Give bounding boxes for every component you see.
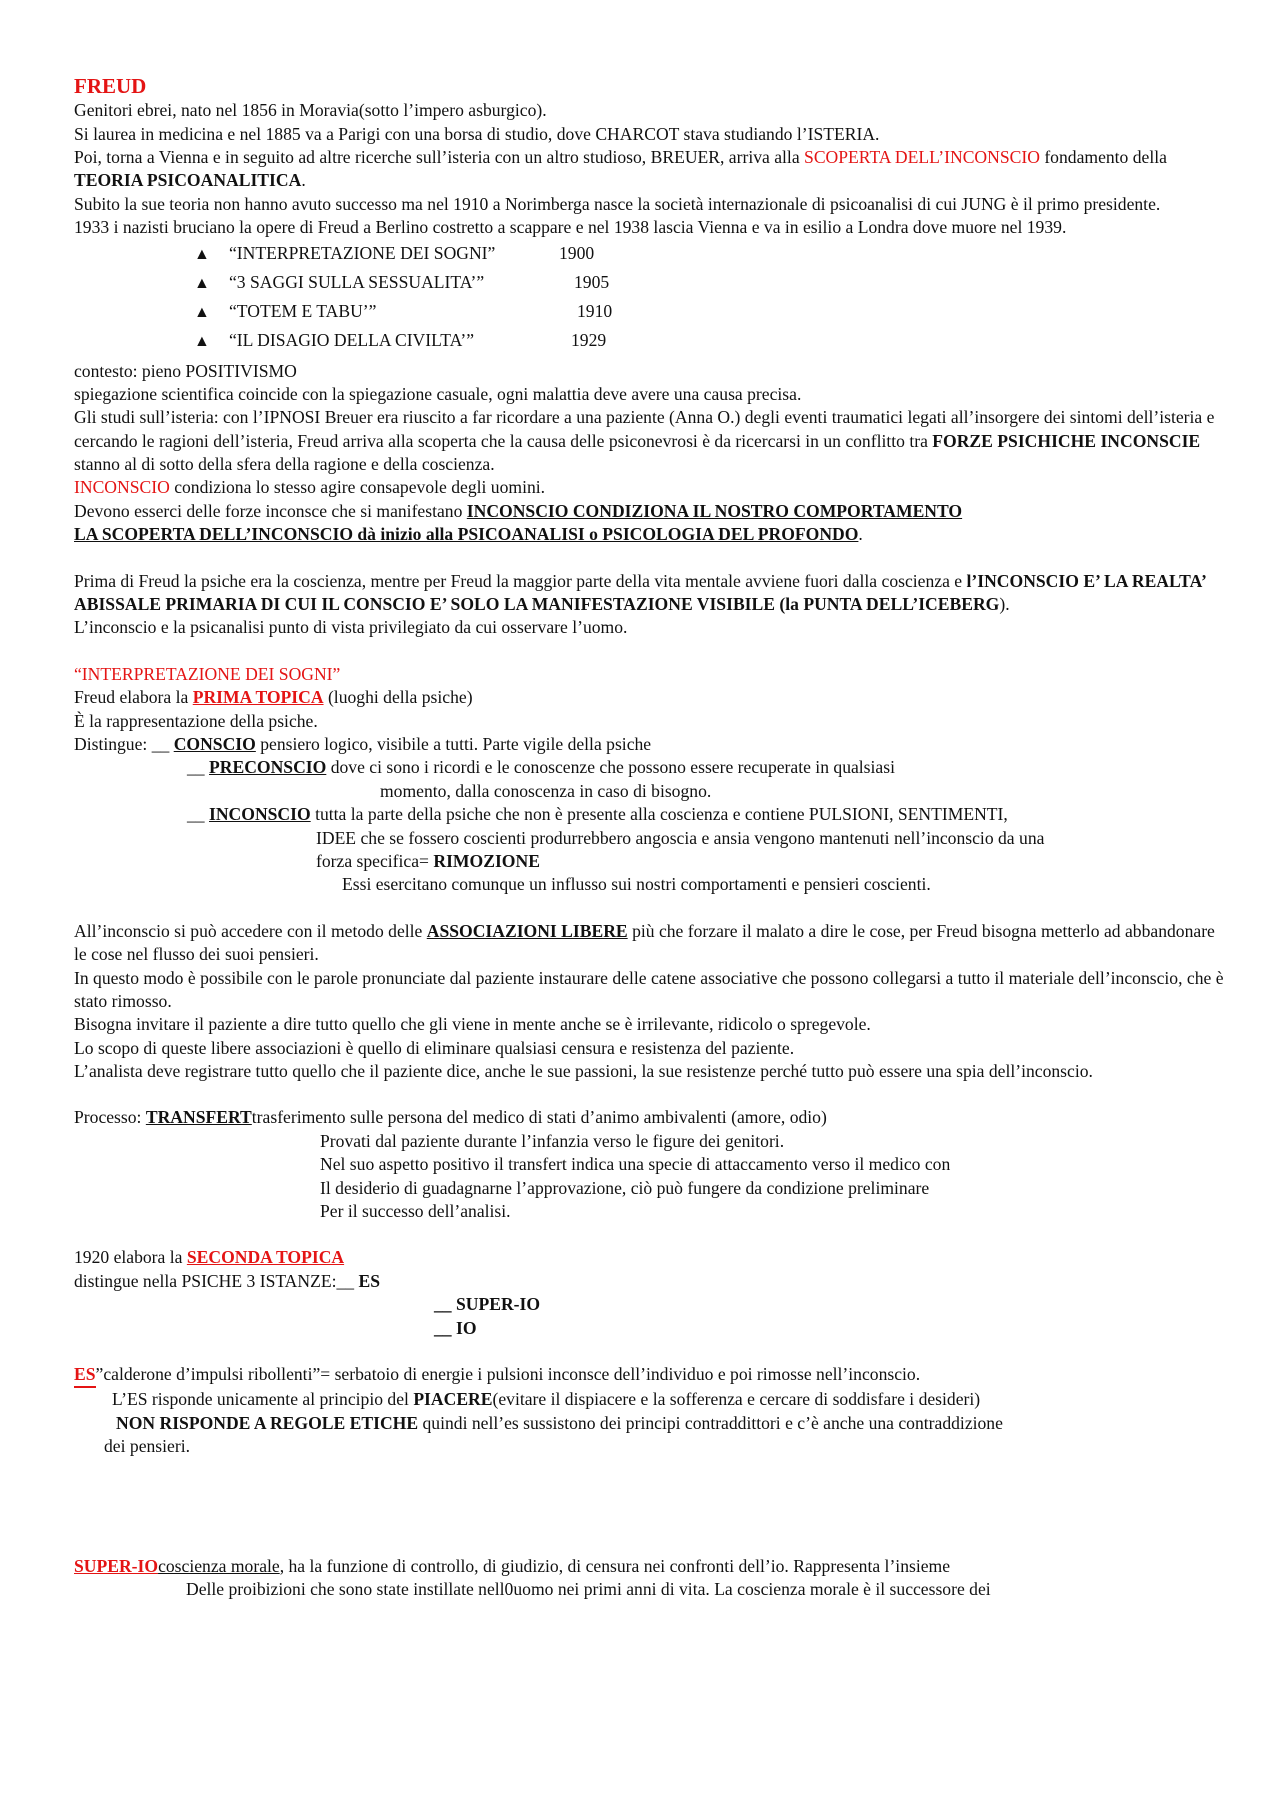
text: distingue nella PSICHE 3 ISTANZE:__ <box>74 1270 359 1291</box>
text: Devono esserci delle forze inconsce che si manifestano <box>74 500 467 521</box>
paragraph <box>74 406 1224 476</box>
document-page <box>74 74 1224 1601</box>
paragraph <box>74 780 1224 803</box>
spacer <box>74 897 1224 920</box>
text: Nel suo aspetto positivo il transfert indica una specie di attaccamento verso il medico con <box>320 1154 951 1175</box>
term-rimozione: RIMOZIONE <box>433 850 540 871</box>
text: Per il successo dell’analisi. <box>320 1201 511 1222</box>
spacer <box>74 640 1224 663</box>
term-preconscio: PRECONSCIO <box>209 757 327 778</box>
highlight-seconda-topica: SECONDA TOPICA <box>186 1247 345 1268</box>
text: stanno al di sotto della sfera della ragione e della coscienza. <box>74 454 495 475</box>
paragraph <box>74 360 1224 383</box>
list-item <box>194 271 1224 300</box>
paragraph <box>74 1555 1224 1578</box>
text: Processo: <box>74 1107 146 1128</box>
term-conscio: CONSCIO <box>173 734 256 754</box>
paragraph <box>74 476 1224 499</box>
paragraph <box>74 1106 1224 1129</box>
work-title: “INTERPRETAZIONE DEI SOGNI” <box>229 242 496 263</box>
text: dove ci sono i ricordi e le conoscenze che possono essere recuperate in qualsiasi <box>326 757 895 778</box>
paragraph <box>74 920 1224 967</box>
paragraph <box>74 1037 1224 1060</box>
paragraph <box>74 146 1224 193</box>
text: Genitori ebrei, nato nel 1856 in Moravia(sotto l’impero asburgico). <box>74 100 547 121</box>
paragraph <box>74 193 1224 216</box>
paragraph <box>74 1435 1224 1458</box>
term-es: ES <box>74 1363 96 1388</box>
text: spiegazione scientifica coincide con la spiegazione casuale, ogni malattia deve avere una causa precisa. <box>74 383 802 404</box>
bold-forze-psichiche: FORZE PSICHICHE INCONSCIE <box>932 430 1201 451</box>
highlight-prima-topica: PRIMA TOPICA <box>192 687 324 708</box>
text: __ <box>187 757 209 778</box>
text: . <box>301 170 306 191</box>
list-item <box>74 803 1224 826</box>
text: momento, dalla conoscenza in caso di bisogno. <box>380 780 712 801</box>
paragraph <box>74 123 1224 146</box>
text: , ha la funzione di controllo, di giudizio, di censura nei confronti dell’io. Rappresenta l’insieme <box>279 1555 951 1576</box>
paragraph <box>74 1578 1224 1601</box>
paragraph <box>74 1060 1224 1083</box>
text: quindi nell’es sussistono dei principi contraddittori e c’è anche una contraddizione <box>418 1412 1003 1433</box>
highlight-inconscio: INCONSCIO <box>74 477 170 498</box>
paragraph <box>74 1270 1224 1293</box>
paragraph <box>74 616 1224 639</box>
spacer <box>74 1340 1224 1363</box>
text: Provati dal paziente durante l’infanzia verso le figure dei genitori. <box>320 1130 785 1151</box>
text: In questo modo è possibile con le parole pronunciate dal paziente instaurare delle catene associative che possono collegarsi a tutto il materiale dell’inconscio, che è stato rimosso. <box>74 967 1224 1011</box>
term-super-io: SUPER-IO <box>74 1555 159 1576</box>
text: tutta la parte della psiche che non è presente alla coscienza e contiene PULSIONI, SENTIMENTI, <box>310 804 1008 825</box>
text: fondamento della <box>1039 146 1167 167</box>
text: ”calderone d’impulsi ribollenti”= serbatoio di energie i pulsioni inconsce dell’individuo e poi rimosse nell’inconscio. <box>95 1363 921 1384</box>
instance-es: ES <box>358 1270 381 1291</box>
paragraph <box>74 710 1224 733</box>
text: . <box>858 524 863 545</box>
spacer <box>74 1459 1224 1555</box>
work-title: “IL DISAGIO DELLA CIVILTA’” <box>229 329 475 350</box>
work-year: 1929 <box>571 329 607 350</box>
paragraph <box>74 216 1224 239</box>
triangle-bullet-icon: ▲ <box>194 245 210 263</box>
instance-io: __ IO <box>434 1317 477 1338</box>
paragraph <box>74 1153 1224 1176</box>
paragraph <box>74 500 1224 523</box>
text: L’ES risponde unicamente al principio del <box>112 1389 414 1410</box>
text: Freud elabora la <box>74 687 193 708</box>
text: Distingue: __ <box>74 734 174 754</box>
term-coscienza-morale: coscienza morale <box>158 1555 280 1576</box>
text: IDEE che se fossero coscienti produrrebbero angoscia e ansia vengono mantenuti nell’inconscio da una <box>316 827 1045 848</box>
text: forza specifica= <box>316 850 434 871</box>
paragraph <box>74 827 1224 850</box>
work-title: “3 SAGGI SULLA SESSUALITA’” <box>229 271 485 292</box>
term-associazioni-libere: ASSOCIAZIONI LIBERE <box>426 920 628 941</box>
text: pensiero logico, visibile a tutti. Parte vigile della psiche <box>255 734 652 754</box>
list-item <box>74 733 1224 756</box>
text: Essi esercitano comunque un influsso sui nostri comportamenti e pensieri coscienti. <box>342 874 931 895</box>
text: condiziona lo stesso agire consapevole degli uomini. <box>169 477 546 498</box>
paragraph <box>74 967 1224 1014</box>
text: L’inconscio e la psicanalisi punto di vista privilegiato da cui osservare l’uomo. <box>74 617 628 638</box>
paragraph <box>74 686 1224 709</box>
text: 1920 elabora la <box>74 1247 187 1268</box>
paragraph <box>74 850 1224 873</box>
bold-iceberg: l’INCONSCIO E’ LA REALTA’ ABISSALE PRIMARIA DI CUI IL CONSCIO E’ SOLO LA MANIFESTAZIONE VISIBILE (la PUNTA DELL’ICEBERG <box>74 570 1206 615</box>
paragraph <box>74 1363 1224 1388</box>
text: All’inconscio si può accedere con il metodo delle <box>74 920 427 941</box>
paragraph <box>74 1200 1224 1223</box>
text: più che forzare il malato a dire le cose, per Freud bisogna metterlo ad abbandonare le cose nel flusso dei suoi pensieri. <box>74 920 1215 965</box>
text: contesto: pieno POSITIVISMO <box>74 360 297 381</box>
paragraph <box>74 1388 1224 1411</box>
spacer <box>74 1223 1224 1246</box>
term-transfert: TRANSFERT <box>145 1107 252 1128</box>
paragraph <box>74 523 1224 546</box>
work-year: 1910 <box>577 300 613 321</box>
bold-inconscio-condiziona: INCONSCIO CONDIZIONA IL NOSTRO COMPORTAMENTO <box>466 500 963 521</box>
bold-regole-etiche: NON RISPONDE A REGOLE ETICHE <box>116 1412 419 1433</box>
paragraph <box>74 1246 1224 1269</box>
text: Il desiderio di guadagnarne l’approvazione, ciò può fungere da condizione preliminare <box>320 1177 930 1198</box>
spacer <box>74 1083 1224 1106</box>
instance-super-io: __ SUPER-IO <box>434 1294 541 1315</box>
paragraph <box>74 1130 1224 1153</box>
text: L’analista deve registrare tutto quello che il paziente dice, anche le sue passioni, la sue resistenze perché tutto può essere una spia dell’inconscio. <box>74 1061 1093 1082</box>
paragraph <box>74 1177 1224 1200</box>
text: (luoghi della psiche) <box>323 687 473 708</box>
text: Lo scopo di queste libere associazioni è quello di eliminare qualsiasi censura e resistenza del paziente. <box>74 1037 795 1058</box>
paragraph <box>74 873 1224 896</box>
paragraph <box>74 1412 1224 1435</box>
text: È la rappresentazione della psiche. <box>74 710 318 731</box>
text: Poi, torna a Vienna e in seguito ad altre ricerche sull’isteria con un altro studioso, BREUER, arriva alla <box>74 146 805 167</box>
spacer <box>74 547 1224 570</box>
paragraph <box>74 1013 1224 1036</box>
term-inconscio: INCONSCIO <box>209 804 311 825</box>
list-item <box>194 329 1224 358</box>
text: Si laurea in medicina e nel 1885 va a Parigi con una borsa di studio, dove CHARCOT stava studiando l’ISTERIA. <box>74 123 880 144</box>
text: (evitare il dispiacere e la sofferenza e cercare di soddisfare i desideri) <box>492 1389 981 1410</box>
section-heading: “INTERPRETAZIONE DEI SOGNI” <box>74 663 341 684</box>
triangle-bullet-icon: ▲ <box>194 274 210 292</box>
list-item <box>194 242 1224 271</box>
bold-scoperta-psicoanalisi: LA SCOPERTA DELL’INCONSCIO dà inizio alla PSICOANALISI o PSICOLOGIA DEL PROFONDO <box>74 524 859 545</box>
work-title: “TOTEM E TABU’” <box>229 300 377 321</box>
triangle-bullet-icon: ▲ <box>194 332 210 350</box>
paragraph <box>74 570 1224 617</box>
text: __ <box>187 804 209 825</box>
text: Delle proibizioni che sono state instillate nell0uomo nei primi anni di vita. La coscienza morale è il successore dei <box>186 1578 991 1599</box>
bold-teoria-psicoanalitica: TEORIA PSICOANALITICA <box>74 170 302 191</box>
text: Prima di Freud la psiche era la coscienza, mentre per Freud la maggior parte della vita mentale avviene fuori dalla coscienza e <box>74 570 967 591</box>
text: dei pensieri. <box>104 1436 190 1457</box>
paragraph <box>74 99 1224 122</box>
text: Subito la sue teoria non hanno avuto successo ma nel 1910 a Norimberga nasce la società internazionale di psicoanalisi di cui JUNG è il primo presidente. <box>74 193 1161 214</box>
text: Gli studi sull’isteria: con l’IPNOSI Breuer era riuscito a far ricordare a una paziente (Anna O.) degli eventi traumatici legati all’insorgere dei sintomi dell’isteria e cercando le ragioni dell’isteria, Freud arriva alla scoperta che la causa delle psiconevrosi è da ricercarsi in un conflitto tra <box>74 407 1215 451</box>
work-year: 1905 <box>574 271 610 292</box>
triangle-bullet-icon: ▲ <box>194 303 210 321</box>
work-year: 1900 <box>559 242 595 263</box>
highlight-scoperta-inconscio: SCOPERTA DELL’INCONSCIO <box>804 146 1040 167</box>
term-piacere: PIACERE <box>413 1389 493 1410</box>
text: Bisogna invitare il paziente a dire tutto quello che gli viene in mente anche se è irrilevante, ridicolo o spregevole. <box>74 1014 871 1035</box>
page-title: FREUD <box>74 74 147 98</box>
list-item <box>194 300 1224 329</box>
text: 1933 i nazisti bruciano la opere di Freud a Berlino costretto a scappare e nel 1938 lascia Vienna e va in esilio a Londra dove muore nel 1939. <box>74 217 1067 238</box>
text: trasferimento sulle persona del medico di stati d’animo ambivalenti (amore, odio) <box>251 1107 827 1128</box>
list-item <box>74 756 1224 779</box>
text: ). <box>999 594 1010 615</box>
paragraph <box>74 383 1224 406</box>
works-list <box>194 242 1224 358</box>
